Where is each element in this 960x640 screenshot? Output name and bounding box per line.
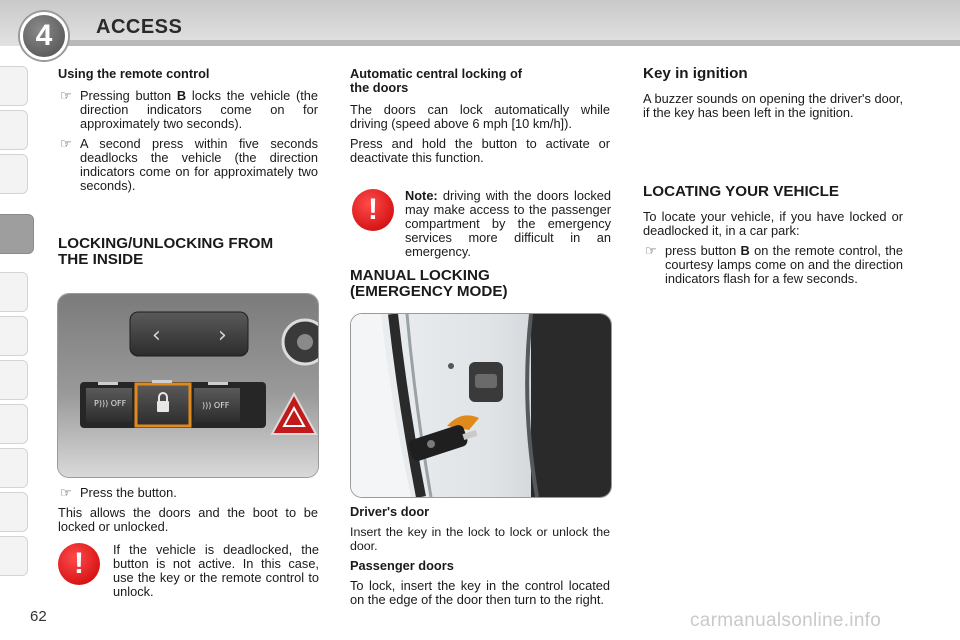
auto-locking-paragraph-2: Press and hold the button to activate or deactivate this function. bbox=[350, 136, 610, 165]
passenger-doors-heading: Passenger doors bbox=[350, 558, 454, 573]
note-body: driving with the doors locked may make access to the passenger compartment by the emergency services more difficult in an emergency. bbox=[405, 188, 611, 259]
panel-label-right: ))) OFF bbox=[202, 401, 230, 410]
svg-text:›: › bbox=[218, 323, 227, 348]
bullet-text: Pressing button bbox=[80, 88, 177, 103]
remote-bullet-1 bbox=[58, 89, 318, 131]
side-tab-4-active[interactable] bbox=[0, 214, 34, 254]
locating-vehicle-title: LOCATING YOUR VEHICLE bbox=[643, 183, 840, 200]
remote-control-heading: Using the remote control bbox=[58, 66, 210, 81]
chapter-title: ACCESS bbox=[96, 16, 183, 38]
auto-locking-heading-1: Automatic central locking of bbox=[350, 66, 523, 81]
side-tab-10[interactable] bbox=[0, 492, 28, 532]
note-label: Note: bbox=[405, 188, 438, 203]
key-in-ignition-text: A buzzer sounds on opening the driver's door, if the key has been left in the ignition. bbox=[643, 91, 903, 120]
panel-label-left: P))) OFF bbox=[94, 399, 127, 408]
side-tab-8[interactable] bbox=[0, 404, 28, 444]
svg-text:‹: ‹ bbox=[152, 323, 161, 348]
door-lock-photo bbox=[350, 313, 612, 498]
locating-vehicle-section bbox=[643, 184, 903, 292]
bullet-text: on the remote control, the courtesy lamps come on and the direction indicators flash for a few seconds. bbox=[665, 243, 904, 286]
column-right bbox=[643, 66, 903, 126]
drivers-door-heading: Driver's door bbox=[350, 504, 430, 519]
button-letter: B bbox=[176, 88, 187, 103]
dashboard-panel-illustration bbox=[58, 294, 318, 477]
central-locking-button-photo bbox=[57, 293, 319, 478]
auto-locking-paragraph-1: The doors can lock automatically while driving (speed above 6 mph [10 km/h]). bbox=[350, 102, 610, 131]
deadlocked-warning bbox=[113, 543, 319, 605]
side-tab-1[interactable] bbox=[0, 66, 28, 106]
header-band bbox=[60, 40, 960, 46]
column-left bbox=[58, 67, 318, 199]
side-tab-3[interactable] bbox=[0, 154, 28, 194]
manual-locking-title-1: MANUAL LOCKING bbox=[350, 267, 490, 284]
bullet-text: Press the button. bbox=[80, 485, 177, 500]
side-tab-9[interactable] bbox=[0, 448, 28, 488]
emergency-note-text bbox=[405, 189, 611, 259]
pointing-finger-icon: ☞ bbox=[60, 136, 72, 151]
manual-locking-section bbox=[350, 268, 610, 300]
door-instructions bbox=[350, 505, 610, 613]
key-in-ignition-heading: Key in ignition bbox=[643, 65, 748, 82]
pointing-finger-icon: ☞ bbox=[645, 243, 657, 258]
locating-vehicle-text: To locate your vehicle, if you have locked or deadlocked it, in a car park: bbox=[643, 209, 903, 238]
watermark: carmanualsonline.info bbox=[690, 610, 882, 631]
lock-unlock-paragraph: This allows the doors and the boot to be locked or unlocked. bbox=[58, 505, 318, 534]
passenger-doors-text: To lock, insert the key in the control located on the edge of the door then turn to the right. bbox=[350, 578, 610, 607]
side-tab-6[interactable] bbox=[0, 316, 28, 356]
side-tab-7[interactable] bbox=[0, 360, 28, 400]
exclamation-warning-icon: ! bbox=[58, 543, 100, 585]
press-button-bullet bbox=[58, 486, 318, 500]
page-number: 62 bbox=[30, 608, 47, 625]
side-tab-2[interactable] bbox=[0, 110, 28, 150]
locking-inside-title-2: THE INSIDE bbox=[58, 251, 144, 268]
side-tab-11[interactable] bbox=[0, 536, 28, 576]
press-button-section bbox=[58, 486, 318, 540]
locking-inside-section bbox=[58, 236, 318, 268]
chapter-number-badge: 4 bbox=[20, 12, 68, 60]
locating-vehicle-bullet bbox=[643, 244, 903, 286]
locking-inside-title-1: LOCKING/UNLOCKING FROM bbox=[58, 235, 274, 252]
chapter-side-tabs bbox=[0, 66, 30, 576]
pointing-finger-icon: ☞ bbox=[60, 485, 72, 500]
deadlocked-warning-text: If the vehicle is deadlocked, the button is not active. In this case, use the key or the remote control to unlock. bbox=[113, 542, 319, 599]
button-letter: B bbox=[740, 243, 750, 258]
bullet-text: locks the vehicle (the direction indicators come on for approximately two seconds). bbox=[80, 88, 318, 131]
bullet-text: A second press within five seconds deadlocks the vehicle (the direction indicators come on for approximately two seconds). bbox=[80, 136, 318, 193]
remote-bullet-2 bbox=[58, 137, 318, 193]
exclamation-warning-icon: ! bbox=[352, 189, 394, 231]
pointing-finger-icon: ☞ bbox=[60, 88, 72, 103]
door-edge-illustration bbox=[351, 314, 611, 497]
drivers-door-text: Insert the key in the lock to lock or unlock the door. bbox=[350, 525, 610, 553]
manual-locking-title-2: (EMERGENCY MODE) bbox=[350, 283, 508, 300]
column-middle bbox=[350, 67, 610, 171]
bullet-text: press button bbox=[665, 243, 741, 258]
emergency-note bbox=[405, 189, 611, 265]
auto-locking-heading-2: the doors bbox=[350, 80, 409, 95]
side-tab-5[interactable] bbox=[0, 272, 28, 312]
